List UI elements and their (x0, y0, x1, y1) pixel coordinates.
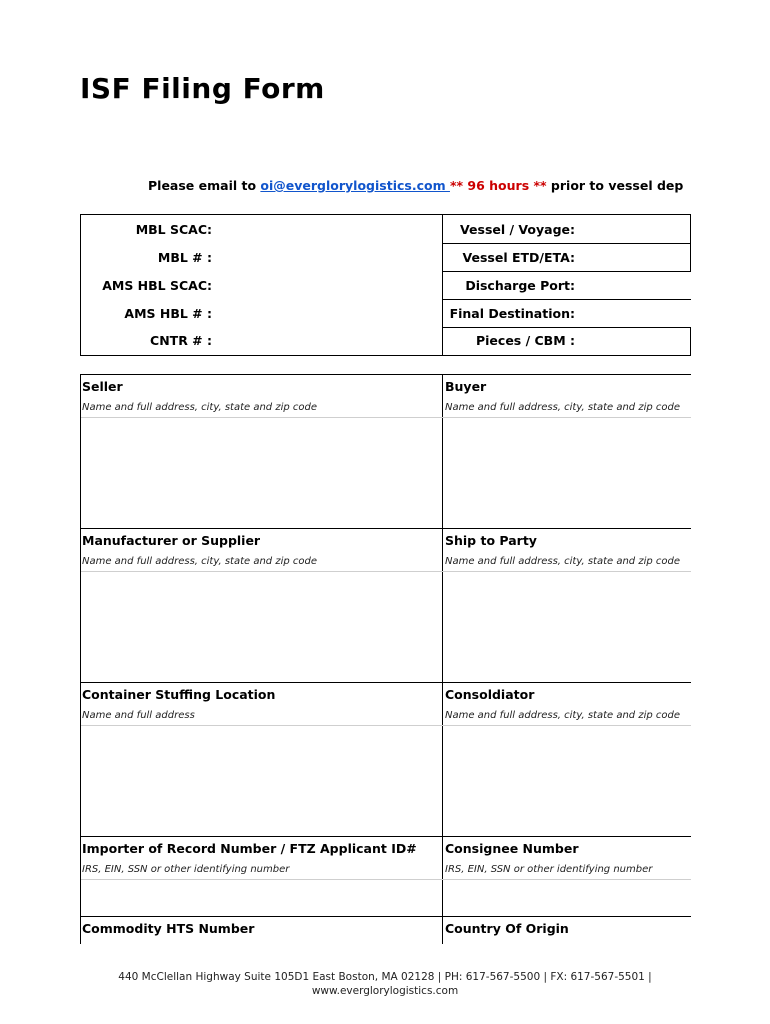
field-line (81, 571, 691, 572)
section-line (81, 836, 691, 837)
email-suffix: prior to vessel dep (550, 178, 684, 193)
ams-hbl-scac-label: AMS HBL SCAC: (102, 278, 212, 293)
grid-divider (442, 374, 443, 944)
importer-record-heading: Importer of Record Number / FTZ Applicant ID# (82, 841, 417, 856)
consolidator-hint: Name and full address, city, state and zip code (445, 710, 680, 721)
buyer-hint: Name and full address, city, state and zip code (445, 402, 680, 413)
seller-heading: Seller (82, 379, 123, 394)
commodity-hts-heading: Commodity HTS Number (82, 921, 255, 936)
deadline-warning: ** 96 hours ** (449, 178, 551, 193)
field-line (81, 725, 691, 726)
info-right-border (690, 243, 691, 271)
field-line (81, 417, 691, 418)
container-stuffing-hint: Name and full address (82, 710, 195, 721)
ams-hbl-number-label: AMS HBL # : (124, 306, 212, 321)
vessel-etd-eta-label: Vessel ETD/ETA: (462, 250, 575, 265)
info-right-border (690, 327, 691, 355)
email-link[interactable]: oi@everglorylogistics.com (260, 178, 450, 193)
section-line (81, 528, 691, 529)
final-destination-label: Final Destination: (449, 306, 575, 321)
ship-to-party-hint: Name and full address, city, state and zip code (445, 556, 680, 567)
discharge-port-label: Discharge Port: (465, 278, 575, 293)
consolidator-heading: Consoldiator (445, 687, 535, 702)
cntr-number-label: CNTR # : (150, 333, 212, 348)
manufacturer-hint: Name and full address, city, state and zip code (82, 556, 317, 567)
mbl-number-label: MBL # : (157, 250, 212, 265)
consignee-number-heading: Consignee Number (445, 841, 579, 856)
ship-to-party-heading: Ship to Party (445, 533, 537, 548)
info-row-line (443, 299, 691, 300)
info-row-line (443, 271, 691, 272)
container-stuffing-heading: Container Stuffing Location (82, 687, 276, 702)
party-details-grid (80, 374, 691, 944)
importer-record-hint: IRS, EIN, SSN or other identifying number (82, 864, 290, 875)
shipment-info-table (80, 214, 691, 356)
page-title: ISF Filing Form (80, 72, 325, 105)
buyer-heading: Buyer (445, 379, 487, 394)
country-of-origin-heading: Country Of Origin (445, 921, 569, 936)
email-prefix: Please email to (148, 178, 261, 193)
footer-website[interactable]: www.everglorylogistics.com (311, 985, 459, 997)
section-line (81, 916, 691, 917)
manufacturer-heading: Manufacturer or Supplier (82, 533, 261, 548)
section-line (81, 682, 691, 683)
pieces-cbm-label: Pieces / CBM : (475, 333, 575, 348)
field-line (81, 879, 691, 880)
info-row-line (443, 243, 691, 244)
info-right-border (690, 215, 691, 243)
seller-hint: Name and full address, city, state and zip code (82, 402, 317, 413)
footer (0, 970, 770, 998)
footer-address: 440 McClellan Highway Suite 105D1 East Boston, MA 02128 | PH: 617-567-5500 | FX: 617-567-5501 | (118, 971, 652, 983)
info-row-line (443, 327, 691, 328)
mbl-scac-label: MBL SCAC: (135, 222, 212, 237)
vessel-voyage-label: Vessel / Voyage: (460, 222, 575, 237)
email-instruction (148, 178, 690, 193)
consignee-number-hint: IRS, EIN, SSN or other identifying number (445, 864, 653, 875)
section-line (81, 374, 691, 375)
